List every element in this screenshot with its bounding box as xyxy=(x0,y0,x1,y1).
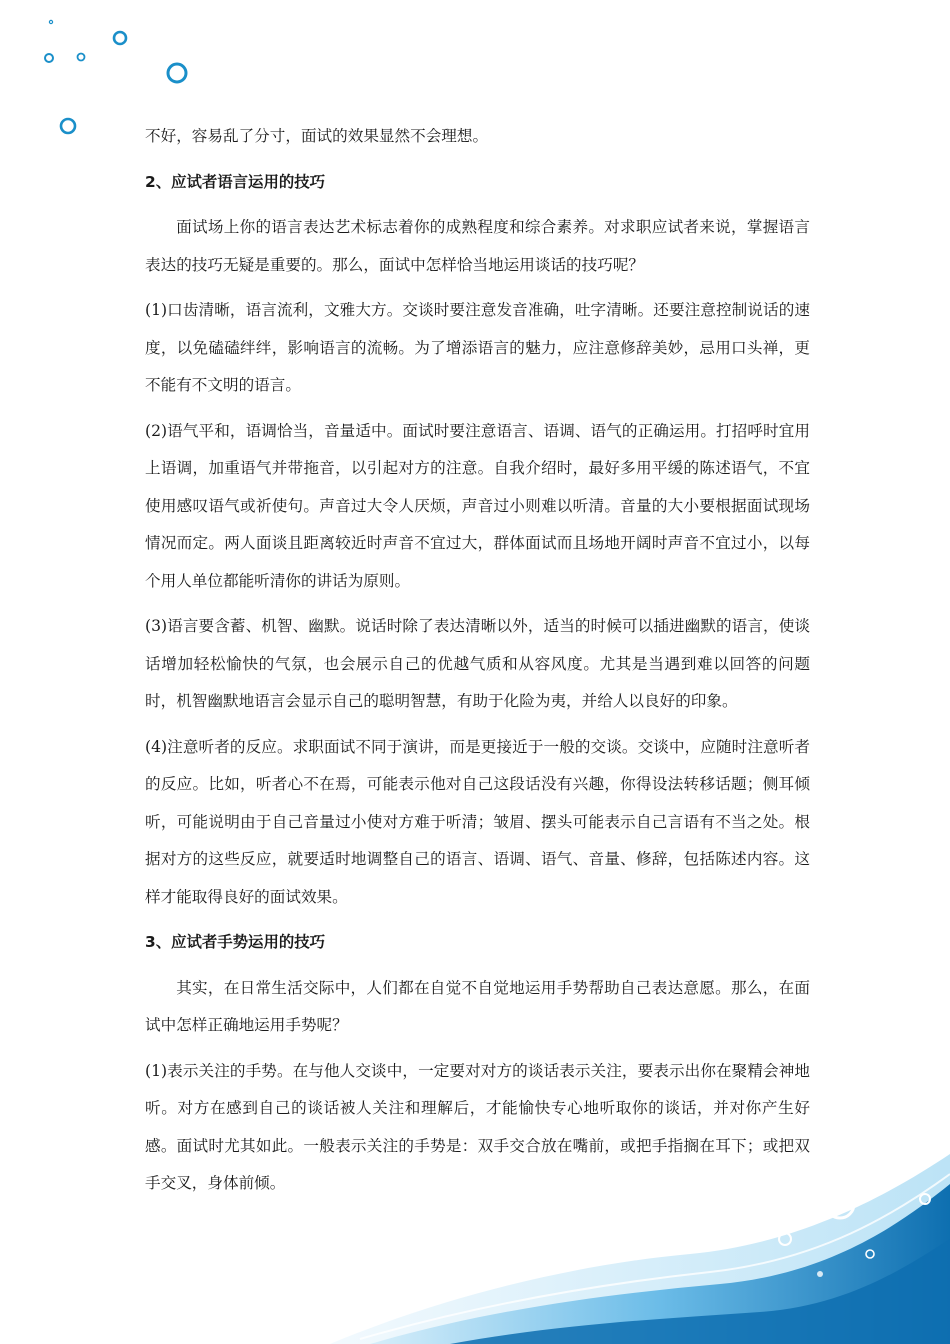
document-body xyxy=(145,118,810,1211)
paragraph: 面试场上你的语言表达艺术标志着你的成熟程度和综合素养。对求职应试者来说，掌握语言表达的技巧无疑是重要的。那么，面试中怎样恰当地运用谈话的技巧呢？ xyxy=(145,218,810,274)
list-item-paragraph: (1)口齿清晰，语言流利，文雅大方。交谈时要注意发音准确，吐字清晰。还要注意控制说话的速度，以免磕磕绊绊，影响语言的流畅。为了增添语言的魅力，应注意修辞美妙，忌用口头禅，更不能有不文明的语言。 xyxy=(145,301,810,394)
list-item-paragraph: (1)表示关注的手势。在与他人交谈中，一定要对对方的谈话表示关注，要表示出你在聚精会神地听。对方在感到自己的谈话被人关注和理解后，才能愉快专心地听取你的谈话，并对你产生好感。面试时尤其如此。一般表示关注的手势是：双手交合放在嘴前，或把手指搁在耳下；或把双手交叉，身体前倾。 xyxy=(145,1061,810,1192)
list-item-paragraph: (2)语气平和，语调恰当，音量适中。面试时要注意语言、语调、语气的正确运用。打招呼时宜用上语调，加重语气并带拖音，以引起对方的注意。自我介绍时，最好多用平缓的陈述语气，不宜使用感叹语气或祈使句。声音过大令人厌烦，声音过小则难以听清。音量的大小要根据面试现场情况而定。两人面谈且距离较近时声音不宜过大，群体面试而且场地开阔时声音不宜过小，以每个用人单位都能听清你的讲话为原则。 xyxy=(145,421,810,590)
bubble-icon xyxy=(45,54,53,62)
bubble-icon xyxy=(168,64,186,82)
bubble-icon xyxy=(49,20,52,23)
list-item-paragraph: (4)注意听者的反应。求职面试不同于演讲，而是更接近于一般的交谈。交谈中，应随时注意听者的反应。比如，听者心不在焉，可能表示他对自己这段话没有兴趣，你得设法转移话题；侧耳倾听，可能说明由于自己音量过小使对方难于听清；皱眉、摆头可能表示自己言语有不当之处。根据对方的这些反应，就要适时地调整自己的语言、语调、语气、音量、修辞，包括陈述内容。这样才能取得良好的面试效果。 xyxy=(145,737,810,906)
bubble-icon xyxy=(78,54,85,61)
section-heading: 2、应试者语言运用的技巧 xyxy=(145,172,326,191)
paragraph: 其实，在日常生活交际中，人们都在自觉不自觉地运用手势帮助自己表达意愿。那么，在面试中怎样正确地运用手势呢？ xyxy=(145,978,810,1034)
bubble-icon xyxy=(61,119,75,133)
section-heading: 3、应试者手势运用的技巧 xyxy=(145,933,326,951)
list-item-paragraph: (3)语言要含蓄、机智、幽默。说话时除了表达清晰以外，适当的时候可以插进幽默的语言，使谈话增加轻松愉快的气氛，也会展示自己的优越气质和从容风度。尤其是当遇到难以回答的问题时，机智幽默地语言会显示自己的聪明智慧，有助于化险为夷，并给人以良好的印象。 xyxy=(145,617,810,710)
paragraph: 不好，容易乱了分寸，面试的效果显然不会理想。 xyxy=(145,127,489,145)
bubble-icon xyxy=(114,32,126,44)
